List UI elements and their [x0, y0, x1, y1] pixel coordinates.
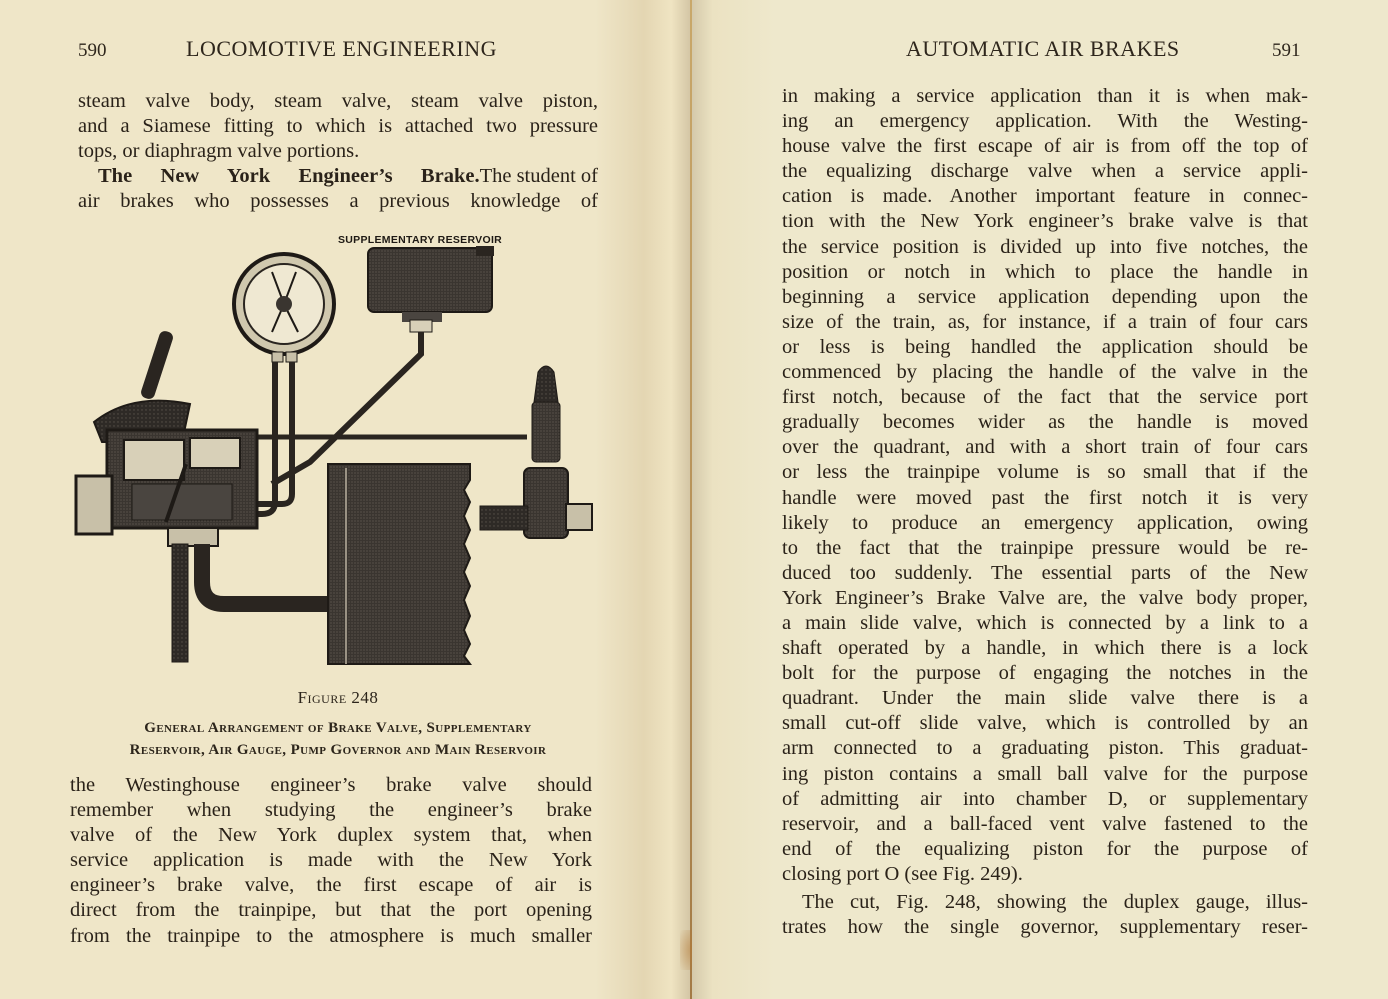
left-bottom-text — [70, 773, 592, 949]
text-line: or less the trainpipe volume is so small that if the — [782, 461, 1308, 484]
section-heading-line — [78, 164, 598, 189]
brake-valve-icon — [76, 330, 257, 546]
text-line: handle were moved past the first notch it is very — [782, 486, 1308, 509]
section-heading: The New York Engineer’s Brake. — [98, 165, 480, 188]
text-line: gradually becomes wider as the handle is moved — [782, 411, 1308, 434]
text-line: likely to produce an emergency application, owing — [782, 511, 1308, 534]
running-head-left: LOCOMOTIVE ENGINEERING — [186, 36, 498, 61]
left-page — [0, 0, 692, 999]
text-line: house valve the first escape of air is from off the top of — [782, 135, 1308, 158]
text-line: in making a service application than it is when mak- — [782, 85, 1308, 107]
caption-line: General Arrangement of Brake Valve, Supplementary — [144, 720, 532, 736]
text-fragment: The student of — [479, 165, 598, 188]
text-line: quadrant. Under the main slide valve there is a — [782, 687, 1308, 710]
text-line: steam valve body, steam valve, steam valve piston, — [78, 90, 598, 112]
text-line: to the fact that the trainpipe pressure would be re- — [782, 536, 1308, 559]
page-number-right: 591 — [1272, 40, 1301, 61]
figure-caption — [78, 717, 598, 761]
text-line: duced too suddenly. The essential parts of the New — [782, 561, 1308, 584]
text-line: remember when studying the engineer’s brake — [70, 799, 592, 822]
text-line: or less is being handled the application should be — [782, 335, 1308, 358]
text-line: the service position is divided up into five notches, the — [782, 235, 1308, 258]
text-line: reservoir, and a ball-faced vent valve fastened to the — [782, 812, 1308, 835]
text-line: direct from the trainpipe, but that the port opening — [70, 899, 592, 922]
text-line: closing port O (see Fig. 249). — [782, 862, 1023, 885]
text-line: valve of the New York duplex system that, when — [70, 824, 592, 847]
running-head-right: AUTOMATIC AIR BRAKES — [906, 36, 1180, 61]
text-line: air brakes who possesses a previous knowledge of — [78, 190, 598, 213]
main-reservoir-icon — [328, 464, 470, 664]
brake-valve-illustration — [72, 232, 602, 672]
text-line: first notch, because of the fact that the service port — [782, 386, 1308, 409]
text-line: ing an emergency application. With the Westing- — [782, 110, 1308, 133]
text-line: end of the equalizing piston for the purpose of — [782, 837, 1308, 860]
text-line: York Engineer’s Brake Valve are, the valve body proper, — [782, 586, 1308, 609]
text-line: shaft operated by a handle, in which there is a lock — [782, 637, 1308, 660]
pump-governor-icon — [480, 366, 592, 538]
text-line: arm connected to a graduating piston. This graduat- — [782, 737, 1308, 760]
figure-number: Figure 248 — [297, 688, 379, 707]
figure-label-supplementary-reservoir: SUPPLEMENTARY RESERVOIR — [338, 234, 503, 246]
text-line: tops, or diaphragm valve portions. — [78, 140, 360, 163]
text-line: from the trainpipe to the atmosphere is much smaller — [70, 924, 592, 947]
text-line: tion with the New York engineer’s brake valve is that — [782, 210, 1308, 233]
text-line: engineer’s brake valve, the first escape of air is — [70, 874, 592, 897]
text-line: commenced by placing the handle of the valve in the — [782, 361, 1308, 384]
supplementary-reservoir-icon — [368, 246, 494, 332]
left-top-text — [78, 89, 598, 214]
text-line: size of the train, as, for instance, if a train of four cars — [782, 310, 1308, 333]
text-line: over the quadrant, and with a short train of four cars — [782, 436, 1308, 459]
text-line: position or notch in which to place the handle in — [782, 260, 1308, 283]
page-number-left: 590 — [78, 40, 107, 61]
text-line: bolt for the purpose of engaging the notches in the — [782, 662, 1308, 685]
text-line: and a Siamese fitting to which is attached two pressure — [78, 115, 598, 138]
right-text — [782, 84, 1308, 940]
text-line: small cut-off slide valve, which is controlled by an — [782, 712, 1308, 735]
text-line: a main slide valve, which is connected by a link to a — [782, 611, 1308, 634]
caption-line: Reservoir, Air Gauge, Pump Governor and Main Reservoir — [129, 742, 547, 758]
air-gauge-icon — [234, 254, 334, 362]
text-line: the Westinghouse engineer’s brake valve should — [70, 774, 592, 796]
text-line: cation is made. Another important feature in connec- — [782, 185, 1308, 208]
text-line: The cut, Fig. 248, showing the duplex gauge, illus- — [802, 891, 1308, 913]
text-line: the equalizing discharge valve when a service appli- — [782, 160, 1308, 183]
text-line: ing piston contains a small ball valve for the purpose — [782, 762, 1308, 785]
text-line: service application is made with the New York — [70, 849, 592, 872]
text-line: trates how the single governor, supplementary reser- — [782, 916, 1308, 939]
text-line: of admitting air into chamber D, or supplementary — [782, 787, 1308, 810]
text-line: beginning a service application depending upon the — [782, 285, 1308, 308]
right-page — [692, 0, 1388, 999]
